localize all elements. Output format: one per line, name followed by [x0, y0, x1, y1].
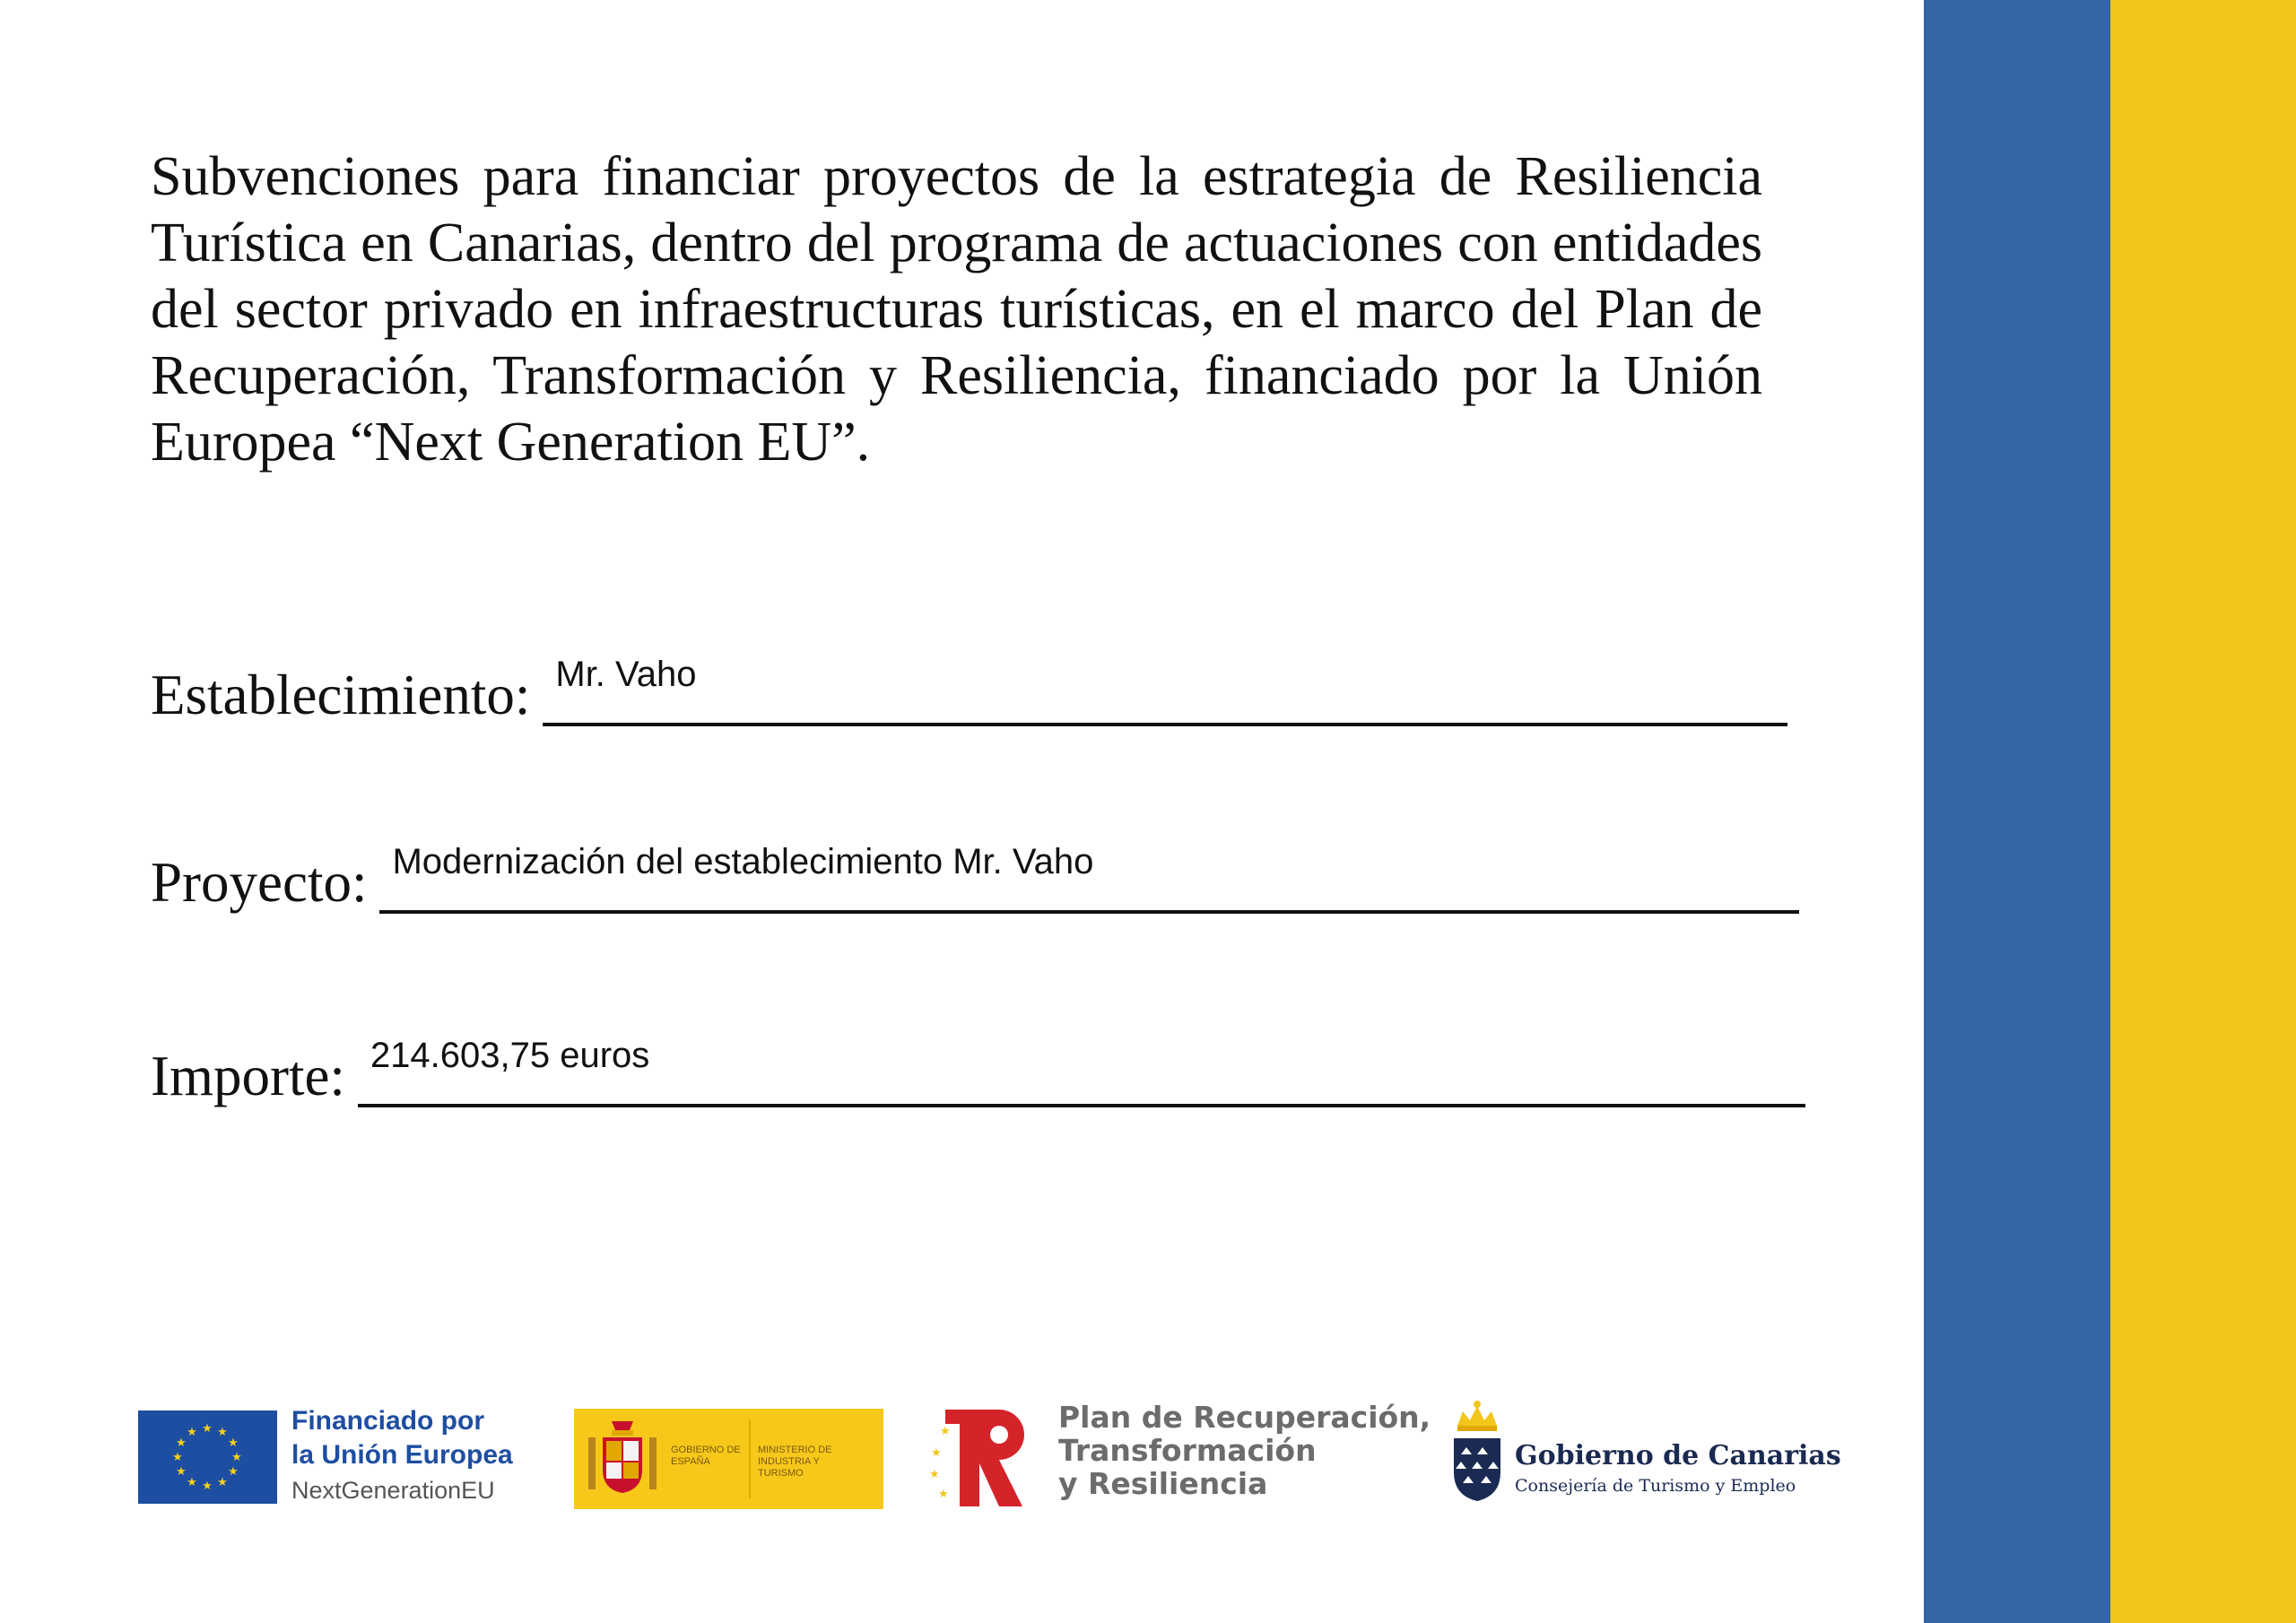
proyecto-label: Proyecto:	[151, 851, 368, 914]
spain-government-logo	[574, 1409, 883, 1509]
svg-text:★: ★	[176, 1465, 187, 1479]
eu-line1: Financiado por	[291, 1406, 485, 1436]
importe-field	[151, 1034, 1805, 1107]
recovery-plan-logo	[926, 1399, 1431, 1515]
establecimiento-line	[543, 653, 1787, 726]
intro-paragraph: Subvenciones para financiar proyectos de la estrategia de Resiliencia Turística en Canarias, dentro del programa de actuaciones con entidades del sector privado en infraestructuras turísticas, en el marco del Plan de Recuperación, Transformación y Resiliencia, financiado por la Unión Europea “Next Generation EU”.	[151, 146, 1762, 473]
importe-line	[358, 1034, 1805, 1107]
importe-value: 214.603,75 euros	[370, 1036, 650, 1075]
recovery-plan-mark-icon	[926, 1404, 1051, 1510]
svg-text:★: ★	[172, 1451, 183, 1464]
eu-logo	[136, 1399, 540, 1515]
eu-flag-icon	[138, 1410, 277, 1504]
svg-text:★: ★	[929, 1468, 940, 1481]
svg-text:★: ★	[231, 1451, 242, 1464]
spain-divider	[749, 1419, 751, 1498]
spain-ministry-text: MINISTERIO DE INDUSTRIA Y TURISMO	[758, 1445, 832, 1479]
svg-text:★: ★	[940, 1425, 951, 1438]
importe-label: Importe:	[151, 1045, 345, 1107]
svg-text:★: ★	[176, 1436, 187, 1450]
proyecto-field	[151, 840, 1799, 914]
svg-text:★: ★	[187, 1476, 197, 1489]
proyecto-value: Modernización del establecimiento Mr. Vaho	[392, 842, 1094, 881]
svg-text:★: ★	[217, 1426, 228, 1439]
canarias-government-logo	[1450, 1399, 1841, 1515]
spain-gov-text: GOBIERNO DE ESPAÑA	[671, 1445, 741, 1467]
eu-line3: NextGenerationEU	[291, 1477, 495, 1504]
svg-text:★: ★	[202, 1422, 213, 1436]
recovery-line1: Plan de Recuperación,	[1058, 1400, 1431, 1435]
establecimiento-label: Establecimiento:	[151, 664, 531, 726]
spain-coat-of-arms-icon	[587, 1416, 658, 1502]
svg-text:★: ★	[931, 1446, 942, 1460]
eu-line2: la Unión Europea	[291, 1440, 513, 1470]
canarias-title: Gobierno de Canarias	[1515, 1440, 1841, 1471]
establecimiento-field	[151, 653, 1787, 726]
svg-text:★: ★	[187, 1426, 197, 1439]
recovery-line3: y Resiliencia	[1058, 1466, 1268, 1501]
blue-stripe	[1924, 0, 2110, 1623]
recovery-line2: Transformación	[1058, 1433, 1317, 1468]
svg-text:★: ★	[938, 1488, 949, 1501]
proyecto-line	[379, 840, 1799, 914]
svg-text:★: ★	[217, 1476, 228, 1489]
svg-text:★: ★	[228, 1436, 239, 1450]
svg-text:★: ★	[202, 1480, 213, 1493]
svg-text:★: ★	[228, 1465, 239, 1479]
canarias-crown-shield-icon	[1450, 1399, 1504, 1505]
canarias-subtitle: Consejería de Turismo y Empleo	[1515, 1476, 1796, 1496]
yellow-stripe	[2110, 0, 2296, 1623]
establecimiento-value: Mr. Vaho	[555, 655, 697, 694]
